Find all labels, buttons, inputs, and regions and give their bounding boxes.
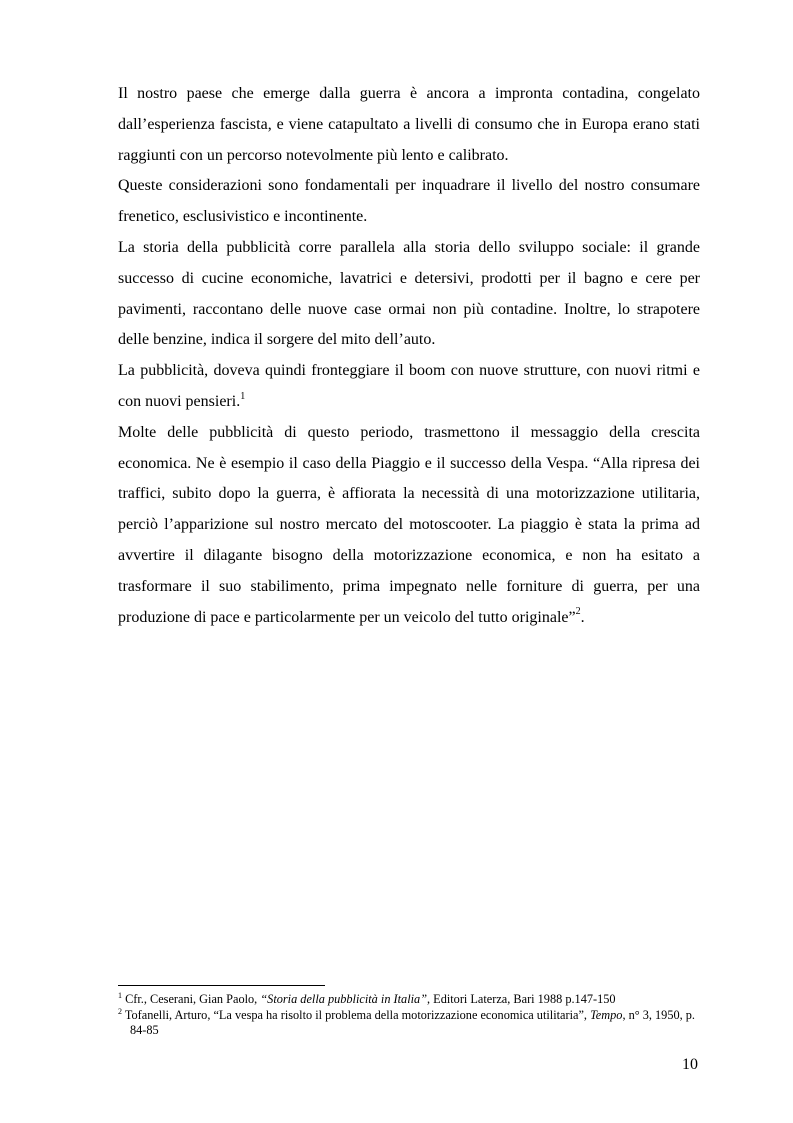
paragraph-5 (118, 418, 700, 634)
paragraph-1 (118, 79, 700, 171)
paragraph-4 (118, 356, 700, 418)
footnote-ref-2[interactable]: 2 (575, 606, 581, 618)
paragraph-3 (118, 233, 700, 356)
footnote-1-text-after: , Editori Laterza, Bari 1988 p.147-150 (427, 992, 616, 1006)
footnote-1-number: 1 (118, 990, 122, 1000)
paragraph-3-text: La storia della pubblicità corre parallela alla storia dello sviluppo sociale: il grande successo di cucine economiche, lavatrici e detersivi, prodotti per il bagno e cere per pavimenti, raccontano delle nuove case ormai non più contadine. Inoltre, lo strapotere delle benzine, indica il sorgere del mito dell’auto. (118, 238, 700, 349)
paragraph-2 (118, 171, 700, 233)
footnote-2-title: Tempo (590, 1007, 623, 1022)
paragraph-4-text: La pubblicità, doveva quindi fronteggiare il boom con nuove strutture, con nuovi ritmi e con nuovi pensieri. (118, 362, 700, 410)
paragraph-5-end: . (580, 608, 585, 626)
paragraph-2-text: Queste considerazioni sono fondamentali per inquadrare il livello del nostro consumare frenetico, esclusivistico e incontinente. (118, 177, 700, 226)
page-number: 10 (682, 1056, 698, 1073)
body-text (118, 79, 700, 633)
footnote-1-title: “Storia della pubblicità in Italia” (260, 992, 428, 1006)
footnote-1-text-before: Cfr., Ceserani, Gian Paolo, (122, 992, 261, 1006)
footnote-2-number: 2 (118, 1006, 122, 1016)
footnote-1 (118, 992, 700, 1008)
footnote-divider (118, 985, 325, 986)
paragraph-5-text: Molte delle pubblicità di questo periodo, trasmettono il messaggio della crescita economica. Ne è esempio il caso della Piaggio e il successo della Vespa. “Alla ripresa dei traffici, subito dopo la guerra, è affiorata la necessità di una motorizzazione utilitaria, perciò l’apparizione sul nostro mercato del motoscooter. La piaggio è stata la prima ad avvertire il dilagante bisogno della motorizzazione economica, e non ha esitato a trasformare il suo stabilimento, prima impegnato nelle forniture di guerra, per una produzione di pace e particolarmente per un veicolo del tutto originale” (118, 423, 700, 626)
footnote-2 (118, 1008, 700, 1039)
paragraph-1-text: Il nostro paese che emerge dalla guerra è ancora a impronta contadina, congelato dall’esperienza fascista, e viene catapultato a livelli di consumo che in Europa erano stati raggiunti con un percorso notevolmente più lento e calibrato. (118, 85, 700, 164)
footnote-ref-1[interactable]: 1 (240, 390, 246, 402)
footnote-2-text-after: , n° 3, 1950, p. 84-85 (130, 1007, 695, 1037)
footnotes (118, 992, 700, 1039)
footnote-2-text-before: Tofanelli, Arturo, “La vespa ha risolto il problema della motorizzazione economica utilitaria”, (122, 1007, 591, 1022)
